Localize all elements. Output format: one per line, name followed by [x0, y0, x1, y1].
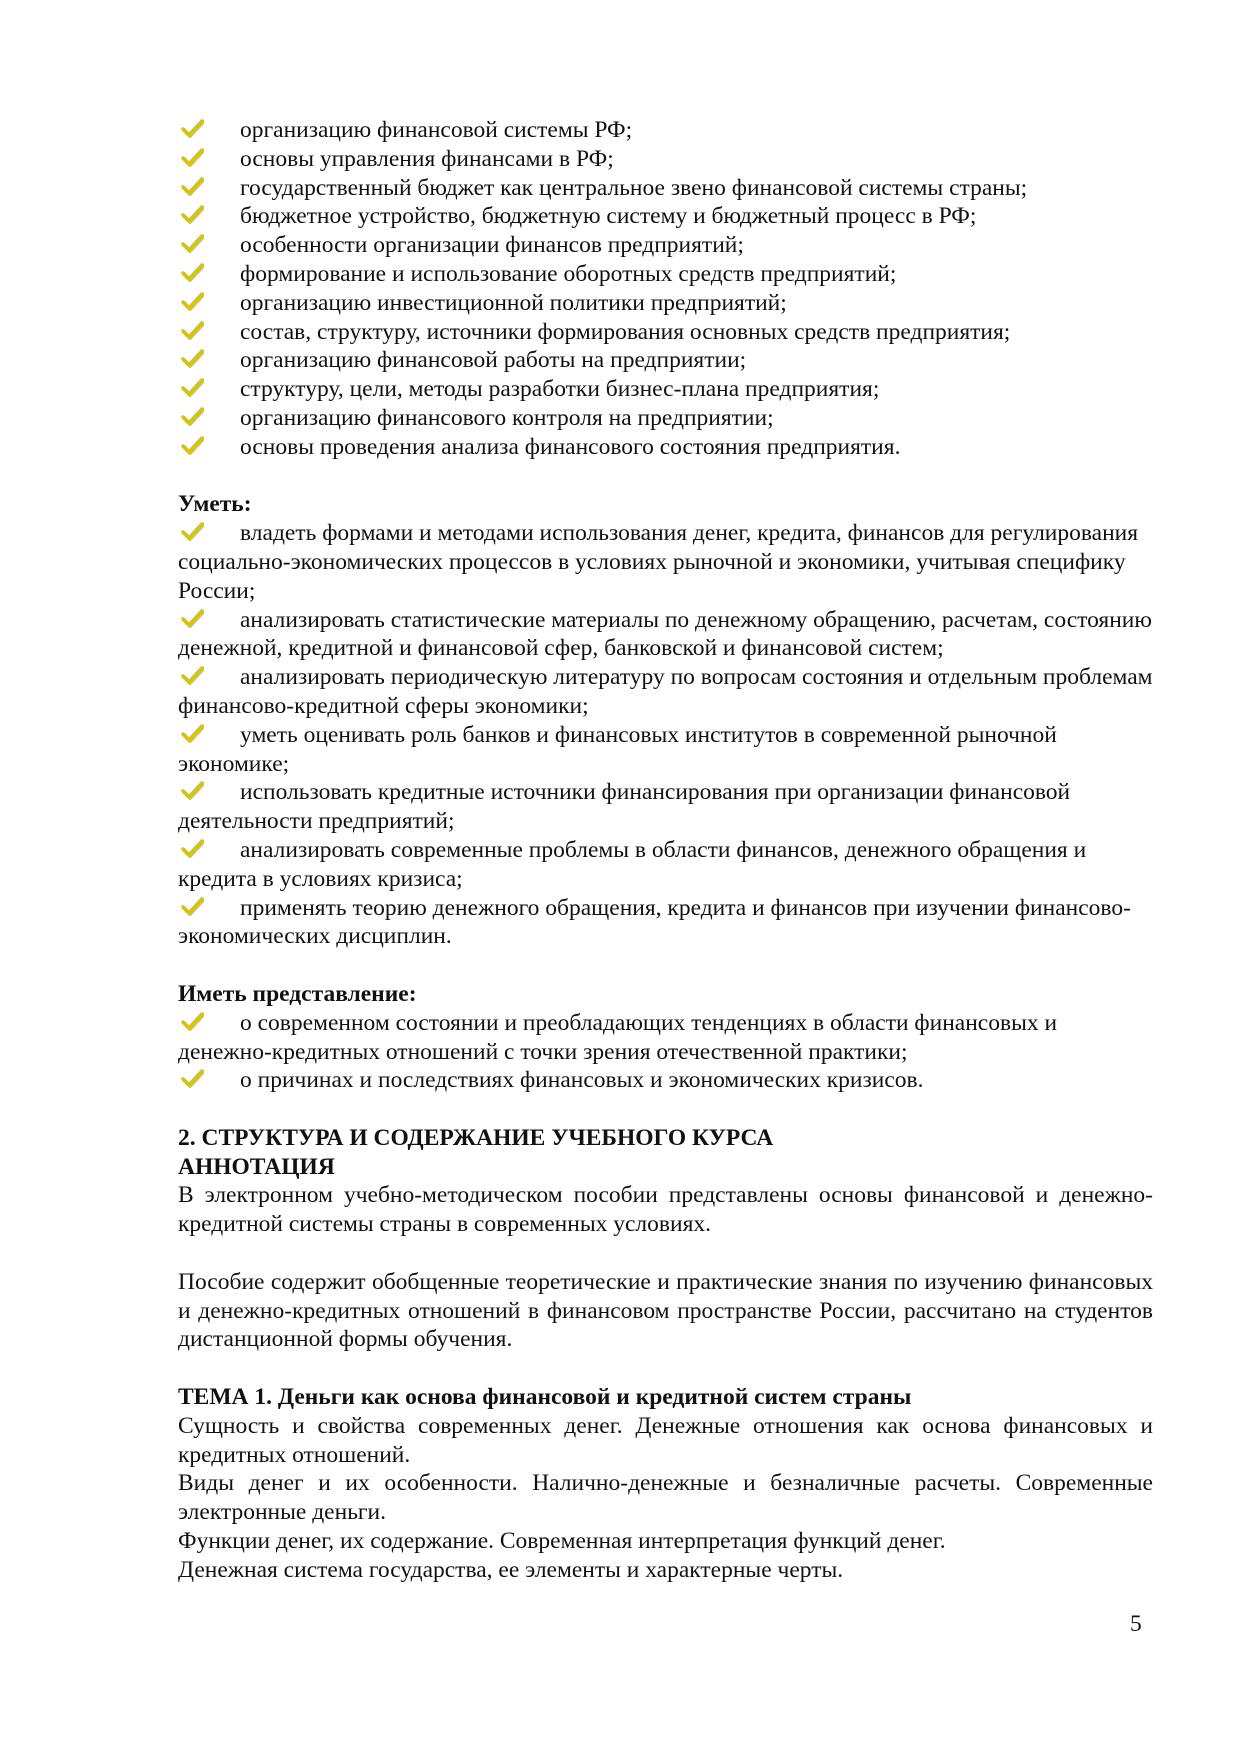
check-icon [180, 896, 204, 916]
annotation-heading: АННОТАЦИЯ [178, 1153, 335, 1180]
structure-heading: 2. СТРУКТУРА И СОДЕРЖАНИЕ УЧЕБНОГО КУРСА [178, 1124, 774, 1151]
list-item: особенности организации финансов предприятий; [178, 231, 1153, 260]
list-item: уметь оценивать роль банков и финансовых институтов в современной рыночной экономике; [178, 721, 1057, 777]
list-item: структуру, цели, методы разработки бизнес-плана предприятия; [178, 375, 1153, 404]
list-item: состав, структуру, источники формирования основных средств предприятия; [178, 318, 1153, 347]
list-item: использовать кредитные источники финансирования при организации финансовой деятельности предприятий; [178, 779, 1071, 835]
spacer [178, 1354, 1153, 1383]
topic-paragraph: Виды денег и их особенности. Налично-денежные и безналичные расчеты. Современные электронные деньги. [178, 1470, 1153, 1526]
knowledge-list [178, 116, 1153, 462]
list-item: организацию финансовой работы на предприятии; [178, 346, 1153, 375]
check-icon [180, 435, 204, 455]
skills-heading: Уметь: [178, 491, 252, 518]
list-item: применять теорию денежного обращения, кредита и финансов при изучении финансово-экономических дисциплин. [178, 894, 1131, 950]
annotation-paragraph: В электронном учебно-методическом пособии представлены основы финансовой и денежно-кредитной системы страны в современных условиях. [178, 1182, 1153, 1238]
list-item: анализировать периодическую литературу по вопросам состояния и отдельным проблемам финансово-кредитной сферы экономики; [178, 664, 1153, 719]
list-item: основы управления финансами в РФ; [178, 145, 1153, 174]
check-icon [180, 838, 204, 858]
document-page [178, 116, 1153, 1585]
annotation-paragraph: Пособие содержит обобщенные теоретические и практические знания по изучению финансовых и денежно-кредитных отношений в финансовом пространстве России, рассчитано на студентов дистанционной формы обучения. [178, 1268, 1153, 1353]
list-item: организацию финансового контроля на предприятии; [178, 404, 1153, 433]
check-icon [180, 348, 204, 368]
check-icon [180, 118, 204, 138]
check-icon [180, 233, 204, 253]
check-icon [180, 406, 204, 426]
topic-paragraph: Денежная система государства, ее элементы и характерные черты. [178, 1556, 844, 1583]
check-icon [180, 1068, 204, 1088]
ideas-list [178, 1009, 1153, 1095]
check-icon [180, 320, 204, 340]
check-icon [180, 176, 204, 196]
check-icon [180, 147, 204, 167]
skills-list [178, 519, 1153, 951]
spacer [178, 462, 1153, 491]
list-item: владеть формами и методами использования денег, кредита, финансов для регулирования социально-экономических процессов в условиях рыночной и экономики, учитывая специфику России; [178, 520, 1139, 604]
list-item: о современном состоянии и преобладающих тенденциях в области финансовых и денежно-кредитных отношений с точки зрения отечественной практики; [178, 1009, 1058, 1065]
list-item: основы проведения анализа финансового состояния предприятия. [178, 433, 1153, 462]
list-item: организацию финансовой системы РФ; [178, 116, 1153, 145]
list-item: бюджетное устройство, бюджетную систему и бюджетный процесс в РФ; [178, 202, 1153, 231]
list-item: о причинах и последствиях финансовых и экономических кризисов. [178, 1066, 1153, 1095]
list-item: анализировать статистические материалы по денежному обращению, расчетам, состоянию денежной, кредитной и финансовой сфер, банковской и финансовой систем; [178, 606, 1152, 662]
spacer [178, 1095, 1153, 1124]
check-icon [180, 723, 204, 743]
check-icon [180, 291, 204, 311]
topic-heading: ТЕМА 1. Деньги как основа финансовой и кредитной систем страны [178, 1384, 912, 1411]
ideas-heading: Иметь представление: [178, 980, 417, 1007]
list-item: организацию инвестиционной политики предприятий; [178, 289, 1153, 318]
topic-paragraph: Функции денег, их содержание. Современная интерпретация функций денег. [178, 1528, 946, 1555]
spacer [178, 1239, 1153, 1268]
check-icon [180, 1011, 204, 1031]
page-number: 5 [1130, 1611, 1142, 1637]
check-icon [180, 665, 204, 685]
check-icon [180, 262, 204, 282]
check-icon [180, 377, 204, 397]
check-icon [180, 780, 204, 800]
list-item: формирование и использование оборотных средств предприятий; [178, 260, 1153, 289]
check-icon [180, 521, 204, 541]
check-icon [180, 204, 204, 224]
list-item: государственный бюджет как центральное звено финансовой системы страны; [178, 174, 1153, 203]
topic-paragraph: Сущность и свойства современных денег. Денежные отношения как основа финансовых и кредитных отношений. [178, 1412, 1153, 1468]
list-item: анализировать современные проблемы в области финансов, денежного обращения и кредита в условиях кризиса; [178, 836, 1087, 892]
check-icon [180, 608, 204, 628]
spacer [178, 951, 1153, 980]
